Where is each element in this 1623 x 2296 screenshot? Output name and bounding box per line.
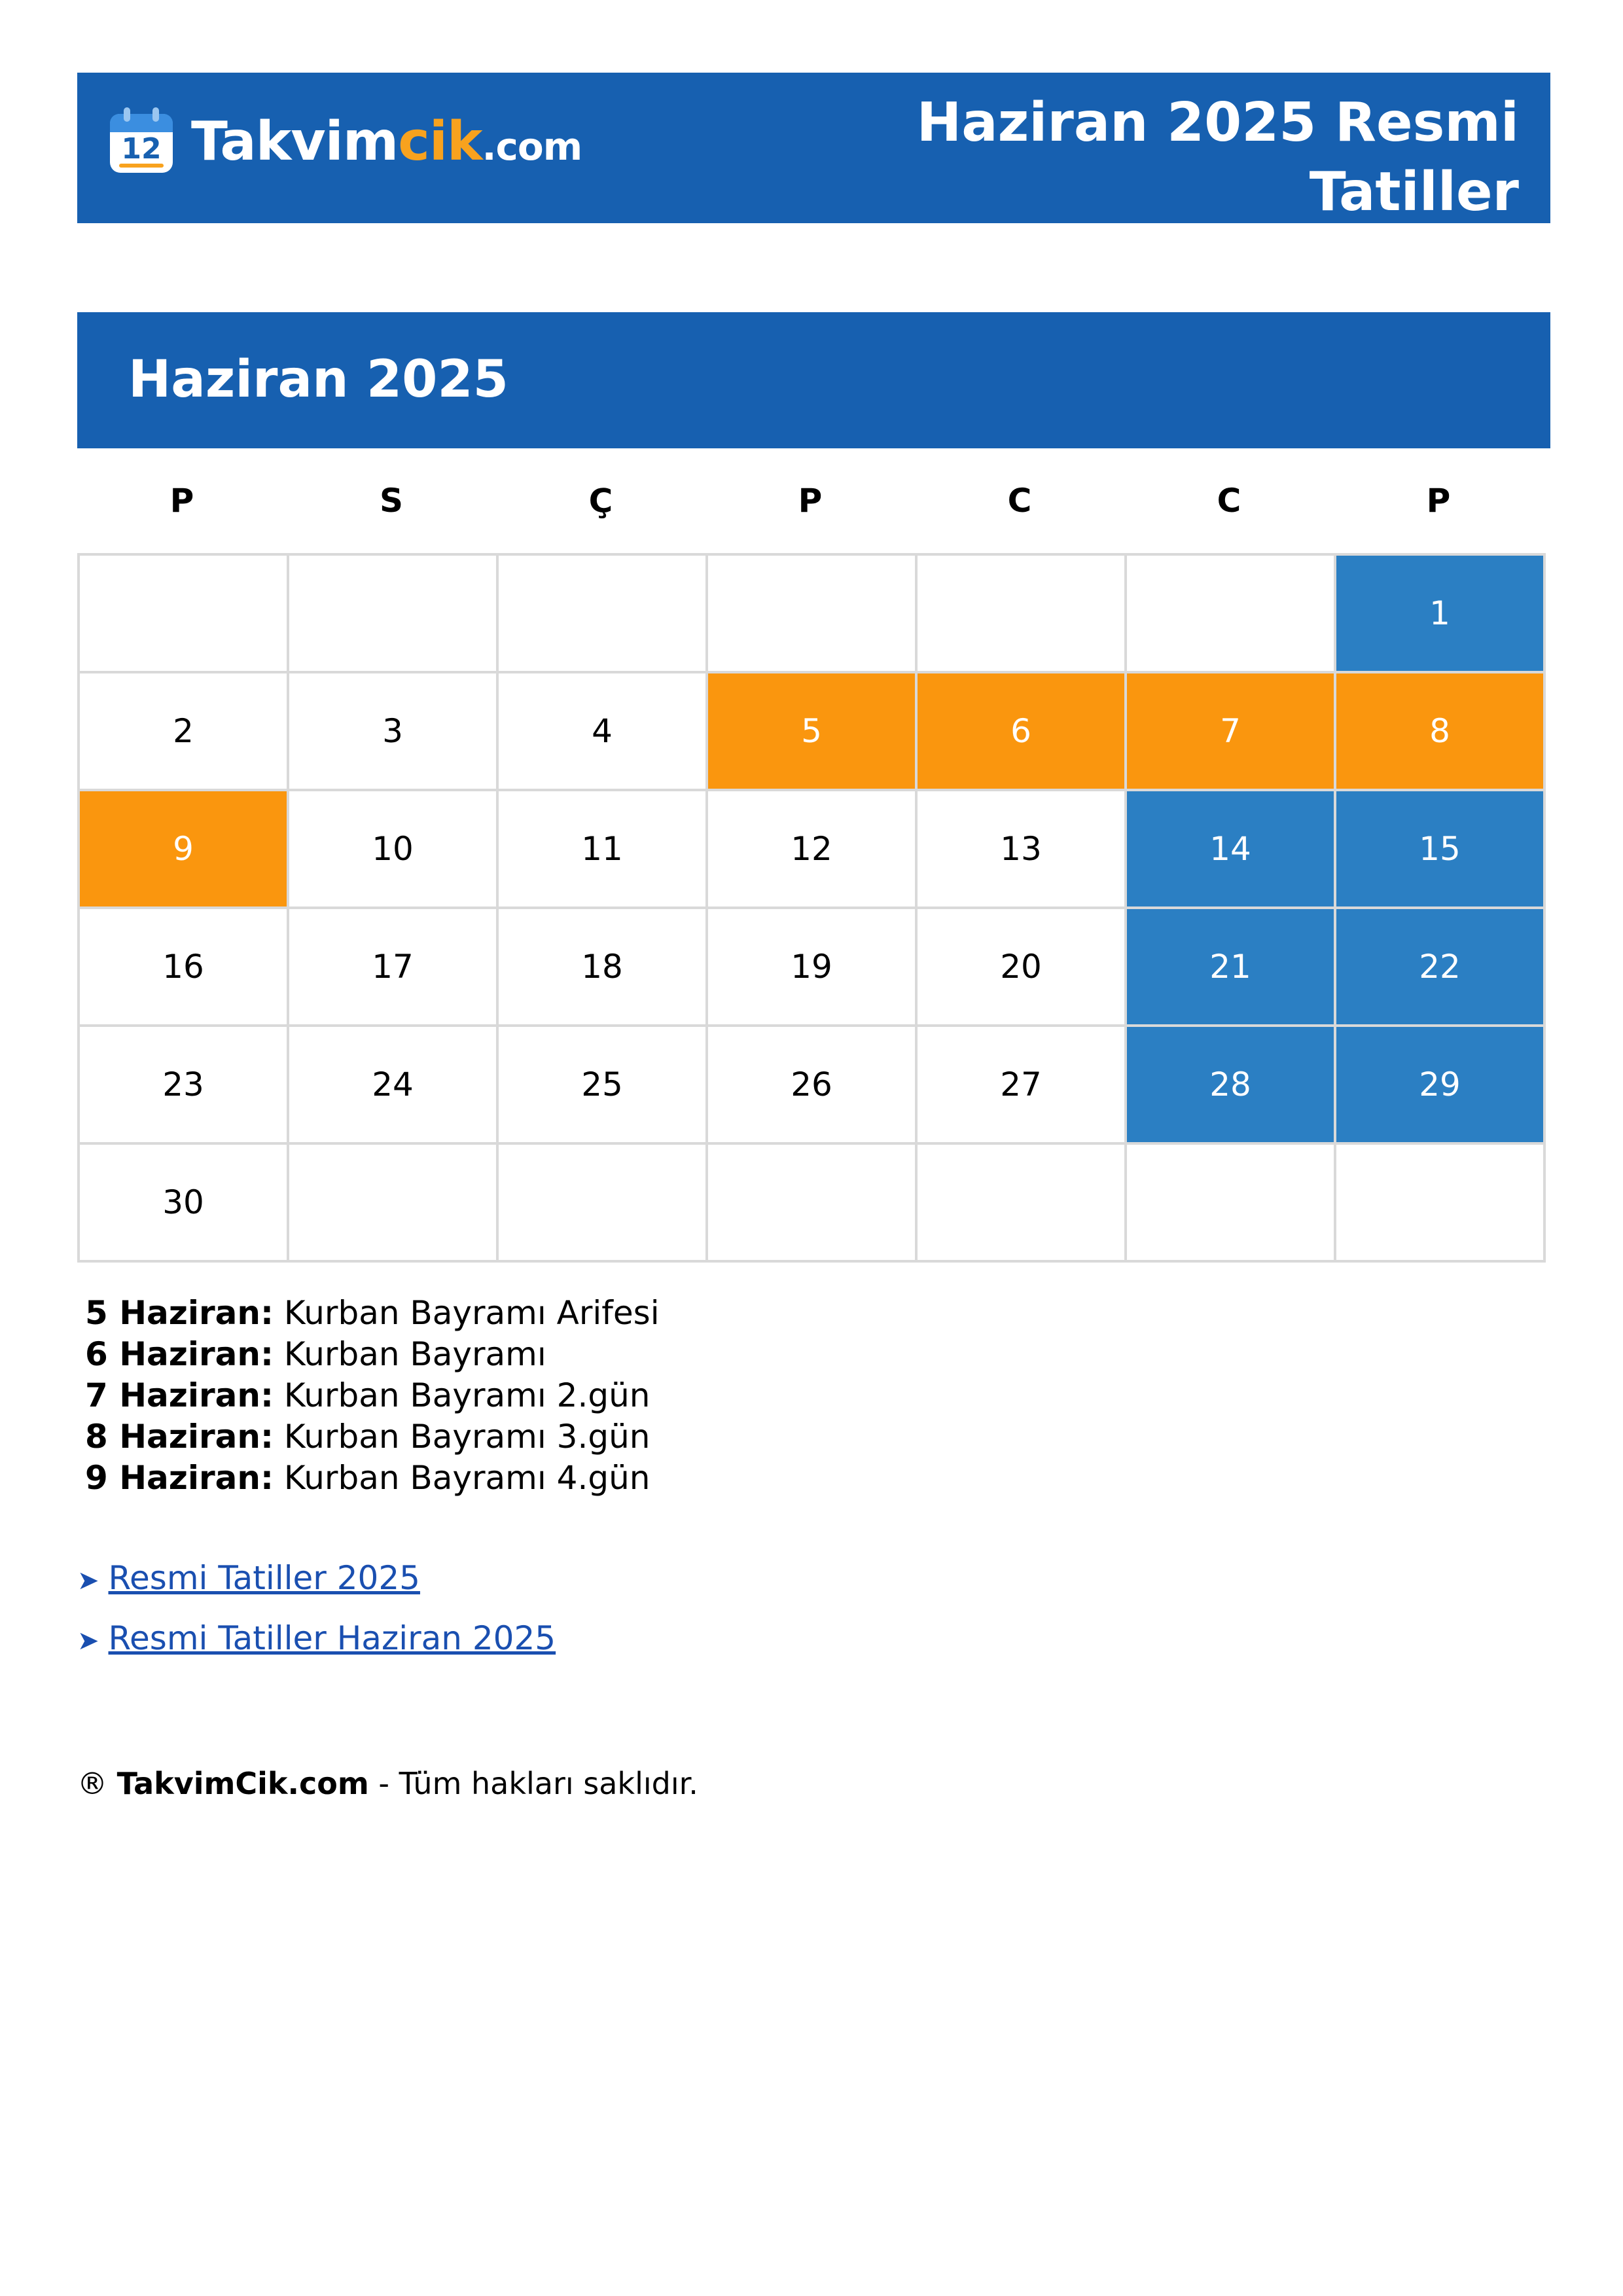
calendar-day-17: 17 — [287, 906, 499, 1027]
holiday-list — [85, 1293, 660, 1499]
calendar-day-6: 6 — [915, 671, 1127, 791]
header-bar — [77, 73, 1550, 223]
calendar-empty-cell — [1124, 1142, 1336, 1263]
calendar-day-15: 15 — [1334, 789, 1546, 909]
weekday-label: S — [379, 482, 403, 520]
logo-text-tld: .com — [482, 124, 582, 169]
holiday-item — [85, 1458, 660, 1499]
calendar-empty-cell — [496, 553, 708, 673]
holiday-date: 5 Haziran: — [85, 1294, 274, 1332]
calendar-day-10: 10 — [287, 789, 499, 909]
calendar-day-8: 8 — [1334, 671, 1546, 791]
calendar-day-29: 29 — [1334, 1024, 1546, 1145]
calendar-day-19: 19 — [705, 906, 918, 1027]
calendar-empty-cell — [1124, 553, 1336, 673]
holiday-item — [85, 1293, 660, 1334]
logo-text-accent: cik — [398, 110, 482, 173]
holiday-item — [85, 1416, 660, 1458]
calendar-day-2: 2 — [77, 671, 289, 791]
weekday-label: C — [1007, 482, 1032, 520]
weekday-row — [77, 471, 1543, 530]
calendar-empty-cell — [287, 553, 499, 673]
calendar-day-3: 3 — [287, 671, 499, 791]
calendar-day-27: 27 — [915, 1024, 1127, 1145]
related-links — [77, 1558, 556, 1678]
calendar-day-5: 5 — [705, 671, 918, 791]
logo-text-main: Takvim — [191, 110, 399, 173]
holiday-date: 7 Haziran: — [85, 1376, 274, 1414]
calendar-day-11: 11 — [496, 789, 708, 909]
month-title: Haziran 2025 — [128, 350, 508, 409]
calendar-empty-cell — [287, 1142, 499, 1263]
calendar-empty-cell — [496, 1142, 708, 1263]
calendar-empty-cell — [705, 1142, 918, 1263]
calendar-grid — [77, 553, 1543, 1260]
calendar-day-24: 24 — [287, 1024, 499, 1145]
holiday-name: Kurban Bayramı 2.gün — [283, 1376, 651, 1414]
calendar-day-1: 1 — [1334, 553, 1546, 673]
holiday-name: Kurban Bayramı 4.gün — [283, 1459, 651, 1497]
calendar-day-25: 25 — [496, 1024, 708, 1145]
calendar-day-26: 26 — [705, 1024, 918, 1145]
page-title: Haziran 2025 Resmi Tatiller — [916, 92, 1519, 223]
calendar-day-22: 22 — [1334, 906, 1546, 1027]
weekday-label: C — [1217, 482, 1241, 520]
calendar-day-13: 13 — [915, 789, 1127, 909]
calendar-day-30: 30 — [77, 1142, 289, 1263]
arrow-right-icon: ➤ — [77, 1626, 99, 1656]
holiday-date: 9 Haziran: — [85, 1459, 274, 1497]
arrow-right-icon: ➤ — [77, 1566, 99, 1596]
weekday-label: P — [1426, 482, 1451, 520]
holiday-item — [85, 1375, 660, 1416]
holiday-item — [85, 1334, 660, 1375]
holiday-date: 6 Haziran: — [85, 1335, 274, 1373]
link-1[interactable]: Resmi Tatiller 2025 — [108, 1559, 420, 1597]
calendar-day-20: 20 — [915, 906, 1127, 1027]
calendar-empty-cell — [1334, 1142, 1546, 1263]
month-header — [77, 312, 1550, 448]
logo-text — [191, 111, 582, 173]
calendar-day-4: 4 — [496, 671, 708, 791]
link-item — [77, 1558, 556, 1618]
calendar-empty-cell — [77, 553, 289, 673]
registered-symbol: ® — [77, 1766, 107, 1801]
calendar-empty-cell — [915, 1142, 1127, 1263]
footer — [77, 1764, 698, 1803]
calendar-day-16: 16 — [77, 906, 289, 1027]
calendar-icon-number: 12 — [121, 132, 162, 166]
footer-text: - Tüm hakları saklıdır. — [368, 1766, 698, 1801]
holiday-name: Kurban Bayramı Arifesi — [283, 1294, 660, 1332]
calendar-day-21: 21 — [1124, 906, 1336, 1027]
weekday-label: Ç — [588, 482, 613, 520]
weekday-label: P — [798, 482, 823, 520]
calendar-icon — [106, 106, 177, 177]
weekday-label: P — [169, 482, 194, 520]
link-2[interactable]: Resmi Tatiller Haziran 2025 — [108, 1619, 556, 1657]
calendar-empty-cell — [915, 553, 1127, 673]
holiday-name: Kurban Bayramı 3.gün — [283, 1418, 651, 1456]
holiday-date: 8 Haziran: — [85, 1418, 274, 1456]
holiday-name: Kurban Bayramı — [283, 1335, 546, 1373]
calendar-day-12: 12 — [705, 789, 918, 909]
calendar-day-14: 14 — [1124, 789, 1336, 909]
calendar-day-9: 9 — [77, 789, 289, 909]
site-logo[interactable] — [106, 105, 582, 177]
calendar-day-28: 28 — [1124, 1024, 1336, 1145]
footer-brand: TakvimCik.com — [116, 1766, 369, 1801]
calendar-day-23: 23 — [77, 1024, 289, 1145]
calendar-day-7: 7 — [1124, 671, 1336, 791]
calendar-day-18: 18 — [496, 906, 708, 1027]
link-item — [77, 1618, 556, 1678]
calendar-empty-cell — [705, 553, 918, 673]
